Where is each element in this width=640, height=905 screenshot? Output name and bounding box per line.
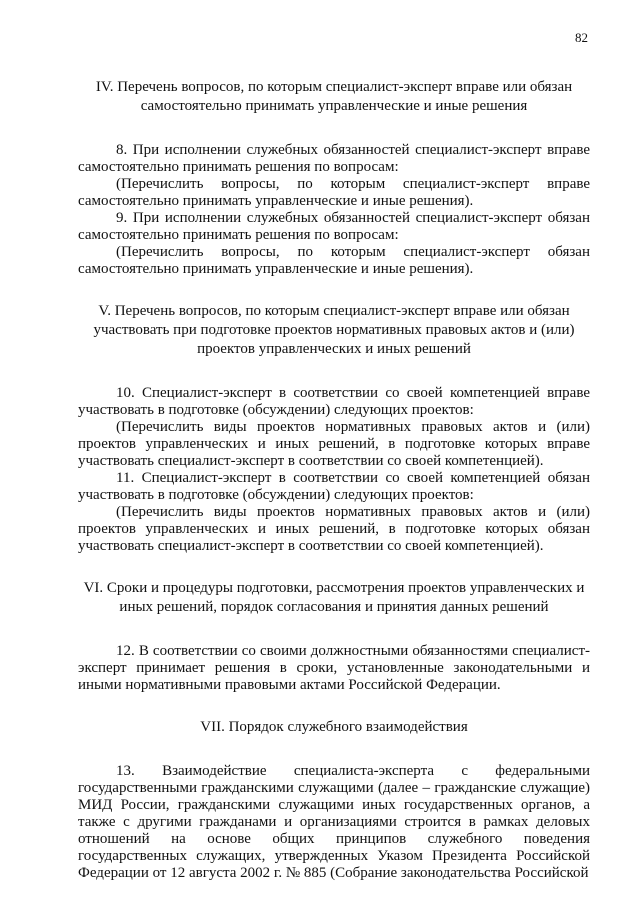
section-heading: V. Перечень вопросов, по которым специалист-эксперт вправе или обязан участвовать при подготовке проектов нормативных правовых актов и (или) проектов управленческих и иных решений [93, 303, 575, 357]
paragraph: 8. При исполнении служебных обязанностей специалист-эксперт вправе самостоятельно принимать решения по вопросам: [78, 142, 590, 175]
document-body [78, 78, 590, 882]
paragraph: 11. Специалист-эксперт в соответствии со своей компетенцией обязан участвовать в подготовке (обсуждении) следующих проектов: [78, 470, 590, 503]
section-vi [78, 579, 590, 694]
paragraph: 10. Специалист-эксперт в соответствии со своей компетенцией вправе участвовать в подготовке (обсуждении) следующих проектов: [78, 385, 590, 418]
paragraph: (Перечислить виды проектов нормативных правовых актов и (или) проектов управленческих и иных решений, в подготовке которых обязан участвовать специалист-эксперт в соответствии со своей компетенцией). [78, 504, 590, 554]
paragraph: 12. В соответствии со своими должностными обязанностями специалист-эксперт принимает решения в сроки, установленные законодательными и иными нормативными правовыми актами Российской Федерации. [78, 643, 590, 693]
section-heading: IV. Перечень вопросов, по которым специалист-эксперт вправе или обязан самостоятельно принимать управленческие и иные решения [95, 79, 573, 114]
section-vii [78, 718, 590, 882]
section-v [78, 302, 590, 555]
paragraph: 9. При исполнении служебных обязанностей специалист-эксперт обязан самостоятельно принимать решения по вопросам: [78, 210, 590, 243]
paragraph: (Перечислить вопросы, по которым специалист-эксперт вправе самостоятельно принимать управленческие и иные решения). [78, 176, 590, 209]
page-number: 82 [575, 30, 588, 45]
paragraph: (Перечислить вопросы, по которым специалист-эксперт обязан самостоятельно принимать управленческие и иные решения). [78, 244, 590, 277]
paragraph: 13. Взаимодействие специалиста-эксперта с федеральными государственными гражданскими служащими (далее – гражданские служащие) МИД России, гражданскими служащими иных государственных органов, а также с другими гражданами и организациями строится в рамках деловых отношений на основе общих принципов служебного поведения государственных служащих, утвержденных Указом Президента Российской Федерации от 12 августа 2002 г. № 885 (Собрание законодательства Российской [78, 763, 590, 881]
section-heading: VI. Сроки и процедуры подготовки, рассмотрения проектов управленческих и иных решений, порядок согласования и принятия данных решений [83, 580, 585, 615]
paragraph: (Перечислить виды проектов нормативных правовых актов и (или) проектов управленческих и иных решений, в подготовке которых вправе участвовать специалист-эксперт в соответствии со своей компетенцией). [78, 419, 590, 469]
section-heading: VII. Порядок служебного взаимодействия [200, 719, 468, 735]
section-iv [78, 78, 590, 278]
